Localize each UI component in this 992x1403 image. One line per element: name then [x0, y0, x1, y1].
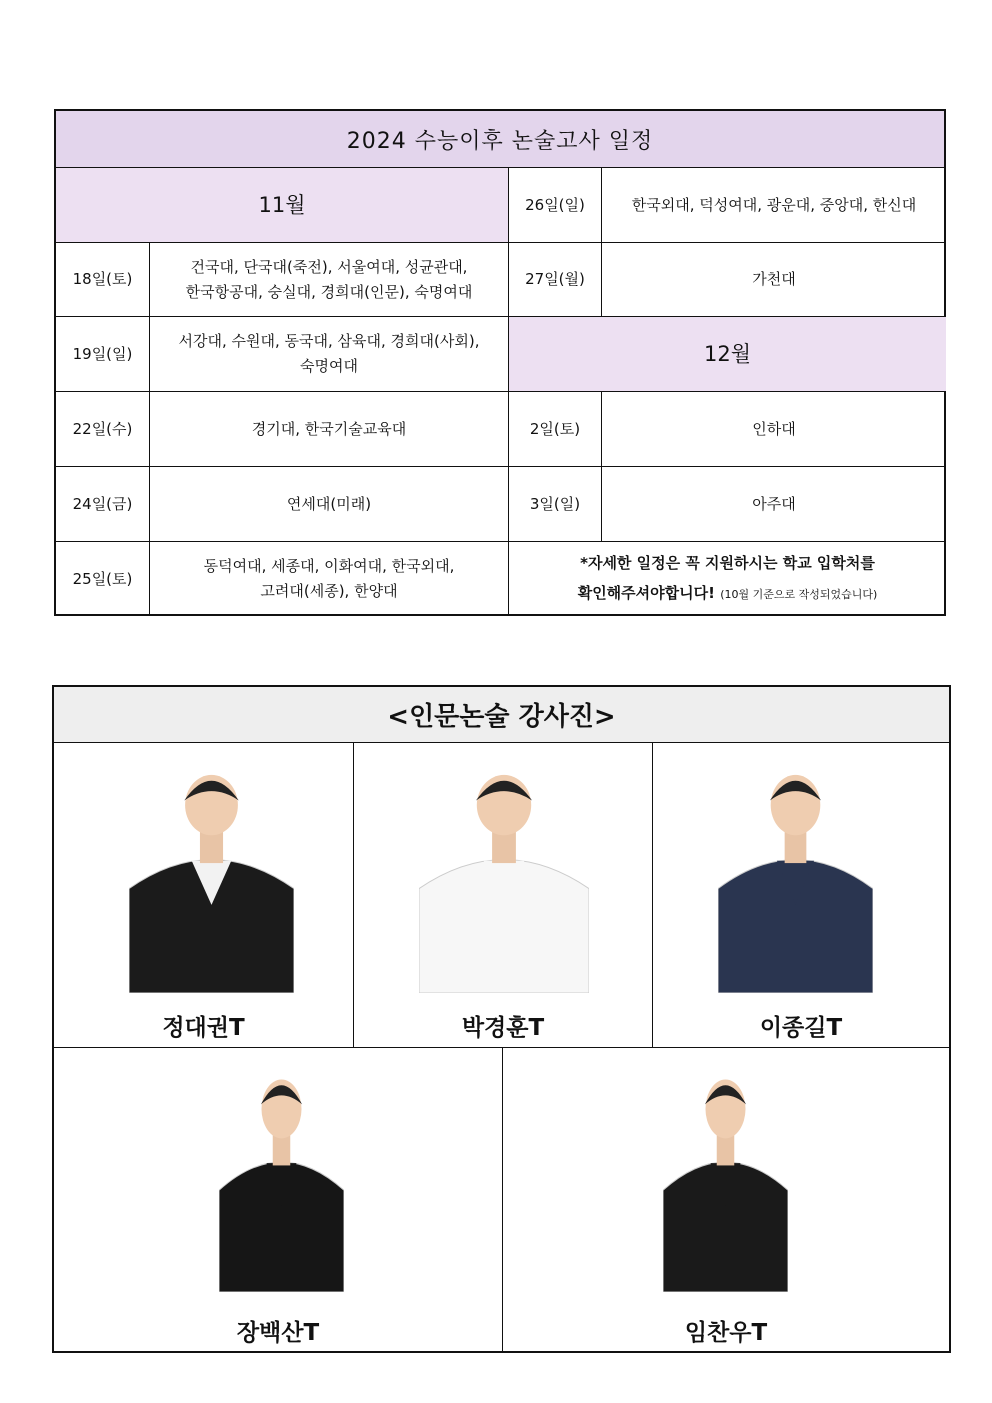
portrait-neck	[785, 831, 807, 863]
schedule-schools: 한국외대, 덕성여대, 광운대, 중앙대, 한신대	[602, 168, 946, 243]
schedule-date: 25일(토)	[56, 542, 150, 616]
instructor-photo	[663, 1066, 788, 1292]
instructor-name: 정대권T	[162, 1015, 245, 1041]
instructor-name: 이종길T	[759, 1015, 843, 1041]
instructor-card	[54, 1048, 503, 1353]
schedule-schools: 동덕여대, 세종대, 이화여대, 한국외대, 고려대(세종), 한양대	[150, 542, 509, 616]
schedule-table	[54, 109, 946, 616]
instructor-photo	[129, 761, 294, 993]
schedule-date: 19일(일)	[56, 317, 150, 392]
instructor-card	[653, 743, 949, 1048]
month-header-november: 11월	[56, 168, 509, 243]
note-main: 확인해주셔야합니다!	[577, 584, 715, 602]
instructor-card	[503, 1048, 949, 1353]
instructor-name: 박경훈T	[461, 1015, 545, 1041]
portrait-neck	[200, 831, 223, 863]
schedule-schools: 연세대(미래)	[150, 467, 509, 542]
schedule-date: 26일(일)	[509, 168, 602, 243]
schedule-date: 3일(일)	[509, 467, 602, 542]
instructor-card	[354, 743, 653, 1048]
schedule-schools: 서강대, 수원대, 동국대, 삼육대, 경희대(사회), 숙명여대	[150, 317, 509, 392]
schedule-schools: 경기대, 한국기술교육대	[150, 392, 509, 467]
instructor-card	[54, 743, 354, 1048]
portrait-image	[219, 1066, 344, 1292]
schedule-date: 27일(월)	[509, 243, 602, 317]
schedule-schools: 아주대	[602, 467, 946, 542]
schedule-note	[509, 542, 946, 616]
instructor-photo	[219, 1066, 344, 1292]
schedule-title: 2024 수능이후 논술고사 일정	[56, 111, 944, 168]
schedule-schools: 인하대	[602, 392, 946, 467]
portrait-neck	[717, 1134, 735, 1166]
schedule-date: 18일(토)	[56, 243, 150, 317]
portrait-image	[419, 761, 589, 993]
portrait-neck	[492, 831, 516, 863]
schedule-schools: 가천대	[602, 243, 946, 317]
portrait-image	[718, 761, 873, 993]
schedule-date: 24일(금)	[56, 467, 150, 542]
schedule-date: 22일(수)	[56, 392, 150, 467]
note-sub: (10월 기준으로 작성되었습니다)	[720, 588, 878, 601]
schedule-schools: 건국대, 단국대(죽전), 서울여대, 성균관대, 한국항공대, 숭실대, 경희대(인문), 숙명여대	[150, 243, 509, 317]
month-header-december: 12월	[509, 317, 946, 392]
instructor-photo	[419, 761, 589, 993]
portrait-neck	[273, 1134, 291, 1166]
instructors-title: <인문논술 강사진>	[54, 687, 949, 743]
instructor-name: 장백산T	[236, 1320, 320, 1346]
note-line-1: *자세한 일정은 꼭 지원하시는 학교 입학처를	[580, 554, 875, 572]
portrait-image	[129, 761, 294, 993]
note-line-2	[578, 578, 878, 610]
schedule-date: 2일(토)	[509, 392, 602, 467]
portrait-image	[663, 1066, 788, 1292]
instructor-photo	[718, 761, 873, 993]
instructor-name: 임찬우T	[684, 1320, 768, 1346]
instructors-panel	[52, 685, 951, 1353]
